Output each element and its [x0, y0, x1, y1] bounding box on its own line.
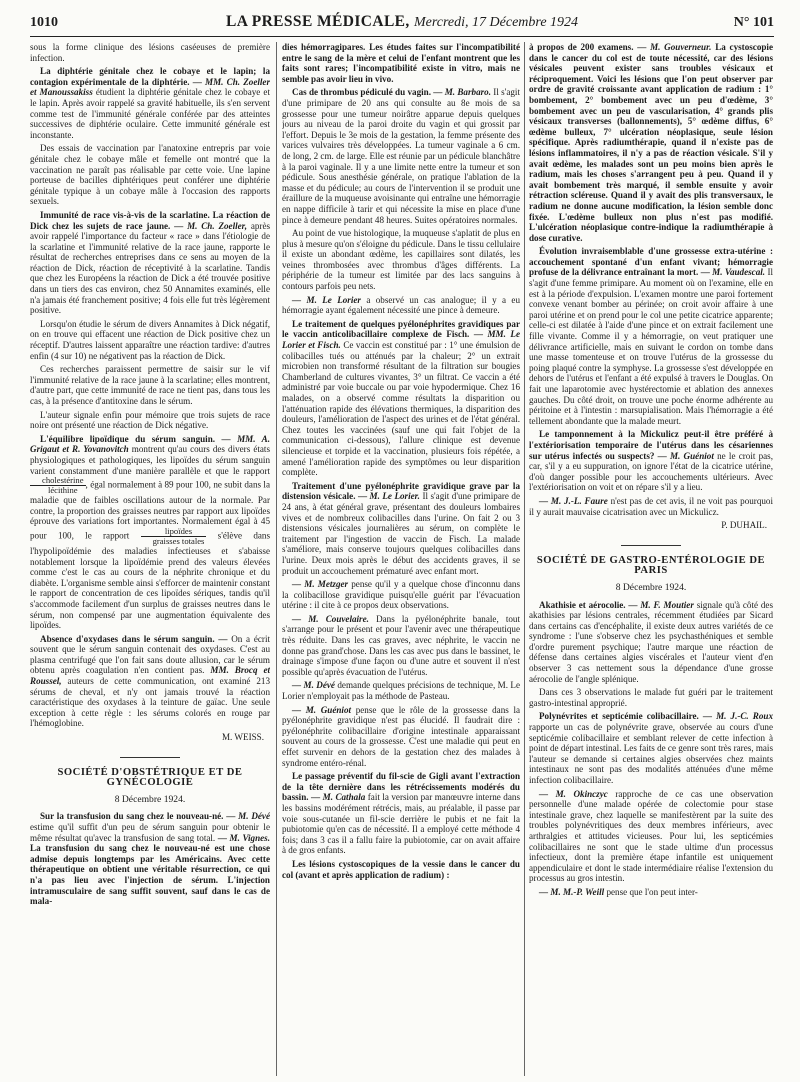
article-text: Il s'agit d'une primipare de 20 ans qui consulte au 8e mois de sa grossesse pour une tumeur noirâtre apparue depuis quelques jours au niveau de la paroi droite du vagin et qui grossit par l'effort. Depuis le 3e mois de la gestation, la femme présente des varices vulvaires très développées. La tumeur vaginale a 6 cm. de long, 2 cm. de large. Elle est réunie par un pédicule blanchâtre à la paroi vaginale. Il y a une limite nette entre la tumeur et son pédicule. Sous anesthésie générale, on pratique l'ablation de la masse et du pédicule; au cours de l'intervention il se produit une éraillure de la muqueuse avoisinante qui entraîne une hémorragie en nappe difficile à tarir et qui nécessite la mise en place d'une pince à demeure pendant 48 heures. Suites opératoires normales. [282, 87, 520, 225]
paragraph: Dans ces 3 observations le malade fut guéri par le traitement gastro-intestinal approprié. [529, 687, 773, 708]
section-rule [621, 545, 681, 546]
author-names: — M. M.-P. Weill [539, 886, 605, 897]
article [282, 771, 520, 856]
society-heading: SOCIÉTÉ D'OBSTÉTRIQUE ET DE GYNÉCOLOGIE [57, 766, 243, 789]
author-names: M. Gouverneur. [650, 42, 712, 52]
session-date: 8 Décembre 1924. [615, 581, 687, 593]
article-text: signale qu'à côté des akathisies par lésions centrales, récemment étudiées par Sicard dans certains cas d'encéphalite, il existe deux autres variétés de ce syndrome : l'une s'observe chez les psychasthéniques et semble d'ordre purement psychique; l'autre marque une réaction de défense dans certaines algies viscérales et l'auteur vient d'en observer 3 cas nettement sous la dépendance d'une grosse aérocolie de l'angle splénique. [529, 599, 773, 684]
column-left [30, 42, 270, 1076]
article [30, 210, 270, 316]
article-heading: Traitement d'une pyélonéphrite gravidique grave par la distension vésicale. — [282, 480, 520, 502]
fraction-numerator: cholestérine [30, 476, 86, 486]
discussion [282, 295, 520, 316]
author-names: M. F. Moutier [640, 599, 694, 610]
article-text: On a écrit souvent que le sérum sanguin contenait des oxydases. C'est au plasma centrifugé que l'on fait sans doute allusion, car le sérum obtenu après coagulation n'en contient pas. [30, 633, 270, 676]
author-names: — M. Couvelaire. [292, 613, 369, 624]
article-heading: Sur la transfusion du sang chez le nouveau-né. — [40, 811, 236, 822]
article [282, 87, 520, 225]
article-heading: à propos de 200 examens. — [529, 42, 647, 52]
article-text: rapproche de ce cas une observation personnelle d'une malade opérée de colectomie pour stase intestinale grave, chez laquelle se manifestèrent par la suite des troubles polynévritiques des deux membres inférieurs, avec arthralgies et attitudes vicieuses. Pour lui, les septicémies colibacillaires ne sont que le stade ultime d'un processus infectieux, dont la première étape infantile est uniquement appendiculaire et dont le stade intermédiaire réalise l'extension du processus au gros intestin. [529, 788, 773, 884]
ratio-fraction [141, 527, 207, 546]
author-names: M. J.-C. Roux [716, 711, 773, 722]
paragraph: L'auteur signale enfin pour mémoire que trois sujets de race noire ont présenté une réaction de Dick négative. [30, 409, 270, 431]
ratio-fraction [30, 476, 86, 495]
author-names: MM. Brocq et Roussel, [30, 665, 270, 687]
article [282, 481, 520, 576]
article [529, 429, 773, 493]
article-text: s'élève dans l'hypolipoïdémie des maladies infectieuses et s'abaisse notablement lorsque la lipoïdémie prend des valeurs élevées comme c'est le cas au cours de la néphrite chronique et du diabète. L'organisme semble ainsi s'efforcer de maintenir constant le rapport de concentration de ces lipoïdes sériques, tandis qu'il s'accommode facilement d'un surplus de graisses neutres dans le sérum, non compensé par une augmentation équivalente des lipoïdes. [30, 530, 270, 631]
article-heading: Évolution invraisemblable d'une grossesse extra-utérine : accouchement spontané d'un enfant vivant; hémorragie profuse de la délivrance entraînant la mort. — [529, 246, 773, 278]
author-names: — M. Metzger [292, 579, 349, 590]
author-names: MM. Le Lorier et Fisch. [282, 329, 520, 351]
article [529, 600, 773, 685]
article-text: pense que le rôle de la grossesse dans la pyélonéphrite gravidique n'est pas élucidé. Il faudrait dire : pyélonéphrite colibacillaire d'origine intestinale apparaissant souvent au cours de la grossesse. C'est une maladie qui peut en effet survenir en dehors de la gestation chez des malades à syndrome entéro-rénal. [282, 704, 520, 768]
article-text: auteurs de cette communication, ont examiné 213 sérums de cheval, et n'y ont jamais trouvé la réaction caractéristique des oxydases à la teinture de gaïac. Une seule exception à cette règle : les sérums colorés en rouge par l'hémoglobine. [30, 676, 270, 729]
fraction-numerator: lipoïdes [141, 527, 207, 537]
author-names: M. Cathala [322, 792, 366, 803]
paragraph: sous la forme clinique des lésions caséeuses de première infection. [30, 42, 270, 63]
author-names: — M. Le Lorier [292, 294, 361, 305]
article-heading: Le traitement de quelques pyélonéphrites gravidiques par le vaccin anticolibacillaire complexe de Fisch. — [282, 318, 520, 340]
fraction-denominator: graisses totales [152, 535, 205, 546]
discussion [529, 496, 773, 517]
article-text: rapporte un cas de polynévrite grave, observée au cours d'une septicémie colibacillaire et semblant relever de cette infection à point de départ intestinal. Les faits de ce genre sont très rares, mais l'auteur se demande si certaines algies observées chez maints intestinaux ne sont pas des modalités atténuées d'une même infection colibacillaire. [529, 722, 773, 785]
author-names: — M. Guéniot [292, 704, 352, 715]
page-number: 1010 [30, 15, 58, 30]
article [282, 319, 520, 478]
article [30, 634, 270, 729]
journal-title-line [30, 13, 774, 31]
article [30, 66, 270, 140]
discussion [529, 887, 773, 898]
signature: M. WEISS. [221, 732, 264, 743]
article-heading: La diphtérie génitale chez le cobaye et le lapin; la contagion expérimentale de la diphtérie. — [30, 66, 270, 87]
issue-date: Mercredi, 17 Décembre 1924 [413, 15, 579, 30]
signature: P. DUHAIL. [721, 520, 767, 531]
paragraph: dies hémorragipares. Les études faites sur l'incompatibilité entre le sang de la mère et celui de l'enfant montrent que les faits sont rares; l'incompatibilité existe in vitro, mais ne semble pas avoir lieu in vivo. [282, 42, 520, 84]
author-names: M. Ch. Zoeller, [187, 220, 247, 231]
column-right [529, 42, 773, 1076]
article-text: , égal normalement à 89 pour 100, ne subit dans la maladie que de faibles oscillations autour de la normale. Par contre, la proportion des graisses neutres par rapport aux lipoïdes éprouve des variations fort importantes. Normalement égal à 45 pour 100, le rapport [30, 479, 270, 541]
article-text: après avoir rappelé l'importance du facteur « race » dans l'étiologie de la scarlatine et l'immunité relative de la race jaune, rapporte le résultat de recherches entreprises dans ce sens au moyen de la réaction de Dick, réaction de réceptivité à la scarlatine. Tandis que chez les Européens la réaction de Dick a été trouvée positive dans un tiers des cas environ, chez 50 Annamites examinés, elle n'a jamais été franchement positive; 4 fois elle fut très légèrement positive. [30, 220, 270, 316]
article-text: Il s'agit d'une femme primipare. Au moment où on l'examine, elle en est à la période d'expulsion. L'examen montre une paroi fortement convexe venant bomber au périnée; on croit avoir affaire à une paroi utérine et on prend pour le col une petite cicatrice apparente; celle-ci est dilatée à l'aide d'une pince et on extrait facilement une fille vivante. Comme il y a hémorragie, on veut pratiquer une délivrance artificielle, mais en suivant le cordon on tombe dans une masse tomenteuse et on trouve l'utérus de la grossesse du poing plaqué contre la symphyse. La grossesse s'est développée en dehors de l'utérus et l'enfant a été expulsé à travers le Douglas. On fait une laparotomie avec hystérectomie et ablation des annexes gauches. Du côté droit, on trouve une poche énorme adhérente au péritoine et à l'intestin : marsupialisation. Mais l'hémorragie a été tellement abondante que la malade meurt. [529, 267, 773, 426]
discussion [282, 579, 520, 611]
article-heading: Immunité de race vis-à-vis de la scarlatine. La réaction de Dick chez les sujets de race jaune. — [30, 209, 270, 231]
author-names: — M. Vignes. [217, 832, 270, 843]
author-names: M. Le Lorier. [369, 491, 420, 502]
article-heading: Le passage préventif du fil-scie de Gigli avant l'extraction de la tête dernière dans les rétrécissements modérés du bassin. — [282, 771, 520, 803]
article-text: a observé un cas analogue; il y a eu hémorragie ayant également nécessité une pince à demeure. [282, 294, 520, 316]
article-text: La cystoscopie dans le cancer du col est de toute nécessité, car des lésions vésicales peuvent exister sans troubles vésicaux et réciproquement. Voici les lésions que l'on peut observer par ordre de gravité croissante avant application de radium : 1° bombement, 2° bombement avec un peu d'œdème, 3° bombement avec un peu de vascularisation, 4° grands plis vésicaux transverses (ballonnements), 5° œdème diffus, 6° œdème bulleux, 7° ulcération néoplasique, seule lésion spécifique. Après radiumthérapie, quand il n'existe pas de lésions inflammatoires, il n'y a pas de réaction vésicale. S'il y avait œdème, les malades sont un peu moins bien après le radium, mais les choses s'arrangent peu à peu. Quand il y avait bombement très marqué, il semble ensuite y avoir rétraction scléreuse. Quand il y avait des plis transversaux, le radium ne donne aucune modification, la lésion semble donc fixée. L'œdème bulleux non plus n'est pas modifié. L'ulcération néoplasique contre-indique la radiumthérapie à dose curative. [529, 42, 773, 243]
article-heading: Polynévrites et septicémie colibacillaire. — [539, 711, 712, 722]
author-names: MM. A. Grigaut et R. Yovanovitch [30, 433, 270, 455]
article [529, 42, 773, 243]
paragraph: Au point de vue histologique, la muqueuse s'aplatit de plus en plus à mesure qu'on s'éloigne du pédicule. Dans le tissu cellulaire il existe un abondant œdème, les capillaires sont dilatés, les veines thrombosées avec thrombus d'âges différents. La périphérie de la tumeur est limitée par des lacs sanguins à contours parfois peu nets. [282, 228, 520, 292]
session-date: 8 Décembre 1924. [114, 793, 186, 805]
column-divider [276, 42, 277, 1076]
article-text: Dans la pyélonéphrite banale, tout s'arrange pour le présent et pour l'avenir avec une thérapeutique très réduite. Dans les cas graves, avec néphrite, le vaccin ne donne pas grand'chose. Dans les cas avec pus dans le bassinet, le drainage s'impose d'une façon ou d'une autre et souvent il n'est possible qu'après évacuation de l'utérus. [282, 613, 520, 677]
column-middle [282, 42, 520, 1076]
article-heading: Le tamponnement à la Mickulicz peut-il être préféré à l'extériorisation temporaire de l'utérus dans les césariennes sur utérus infectés ou suspects? — [529, 429, 773, 461]
author-names: — M. Okinczyc [539, 788, 608, 799]
article-text: pense qu'il y a quelque chose d'inconnu dans la colibacillose gravidique puisqu'elle guérit par l'évacuation utérine : il cite à ce propos deux observations. [282, 579, 520, 611]
article-text: estime qu'il suffit d'un peu de sérum sanguin pour obtenir le même résultat qu'avec la transfusion de sang total. [30, 822, 270, 843]
discussion [282, 705, 520, 769]
author-names: — M. Dévé [292, 680, 335, 691]
discussion [282, 614, 520, 678]
article [529, 246, 773, 426]
fraction-denominator: lécithine [47, 485, 78, 496]
paragraph: Des essais de vaccination par l'anatoxine entrepris par voie génitale chez le cobaye mâle et femelle ont montré que la vaccination ne paraît pas réalisable par cette voie. Une lapine porteuse de bacilles diphtériques peut conférer une diphtérie génitale typique à un cobaye mâle à l'occasion des rapports sexuels. [30, 143, 270, 207]
section-rule [120, 757, 180, 758]
author-names: M. Barbaro. [444, 87, 491, 98]
discussion [282, 680, 520, 701]
article-text: étudient la diphtérie génitale chez le cobaye et le lapin. Après avoir rappelé sa gravité habituelle, ils s'en servent comme test de l'immunité générale conférée par des atteintes successives de diphtérie oculaire. Cette immunité générale est inconstante. [30, 87, 270, 140]
journal-title: LA PRESSE MÉDICALE, [225, 13, 410, 30]
article-text: fait la version par manœuvre interne dans les bassins modérément rétrécis, mais, au préalable, il passe par voie sous-cutanée un fil-scie derrière le pubis et ne fait la pubiotomie qu'en cas de nécessité. Il a employé cette méthode 4 fois; dans 3 cas il a fallu faire la pubiotomie, car on avait affaire à de gros enfants. [282, 792, 520, 856]
article-heading: Akathisie et aérocolie. — [539, 599, 638, 610]
header-rule [30, 36, 774, 37]
author-names: M. Vaudescal. [712, 267, 766, 278]
author-names: M. Dévé [238, 811, 270, 822]
column-divider [524, 42, 525, 1076]
article [30, 434, 270, 631]
article [30, 811, 270, 906]
author-names: — M. J.-L. Faure [539, 495, 608, 506]
page-header [30, 11, 774, 33]
article-text: n'est pas de cet avis, il ne voit pas pourquoi il y aurait mauvaise cicatrisation avec un Mickulicz. [529, 495, 773, 517]
article-text: Il s'agit d'une primipare de 24 ans, à état général grave, présentant des douleurs lombaires vives et de nombreux colibacilles dans l'urine. On fait 2 ou 3 distensions vésicales journalières au sérum, on complète le traitement par l'ingestion de vaccin de Fisch. La malade s'améliore, mais conserve toujours quelques colibacilles dans l'urine. Deux mois après le début des accidents graves, il se produit un accouchement prématuré avec enfant mort. [282, 491, 520, 576]
author-names: M. Guéniot [669, 450, 714, 461]
article-heading: Cas de thrombus pédiculé du vagin. — [292, 87, 443, 98]
article-text: montrent qu'au cours des divers états physiologiques et pathologiques, les lipoïdes du sérum sanguin varient constamment d'une manière parallèle et que le rapport [30, 444, 270, 476]
author-names: MM. Ch. Zoeller et Manoussakiss [30, 76, 270, 98]
article-text: La transfusion du sang chez le nouveau-né est une chose admise depuis longtemps par les Américains. Avec cette thérapeutique on obtient une véritable résurrection, ce qui n'a pas lieu avec l'injection de sérum. L'injection intramusculaire de sang suffit souvent, sauf dans le cas de mala- [30, 843, 270, 907]
article-text: demande quelques précisions de technique, M. Le Lorier n'employait pas la méthode de Pasteau. [282, 680, 520, 702]
article-heading: Les lésions cystoscopiques de la vessie dans le cancer du col (avant et après application de radium) : [282, 858, 520, 880]
article-text: pense que l'on peut inter- [606, 886, 698, 897]
issue-number: N° 101 [733, 15, 774, 30]
article-text: Ce vaccin est constitué par : 1° une émulsion de colibacilles tués ou atténués par la chaleur; 2° un extrait microbien non transformé résultant de la filtration sur bougies Chamberland de cultures vivantes, 3° un filtrat. Ce vaccin a été administré par voie buccale ou par voie hypodermique. Chez 16 malades, on a observé comme résultats la disparition ou l'atténuation rapide des élévations thermiques, la disparition des douleurs, l'amélioration de l'aspect des urines et de l'état général. Chez toutes les vaccinées (sauf une qui fait l'objet de la communication ci-dessous), l'allure clinique est devenue silencieuse et torpide et la vaccination, plusieurs fois répétée, a amené l'amélioration rapide des symptômes ou leur disparition complète. [282, 340, 520, 478]
article-heading: L'équilibre lipoïdique du sérum sanguin. — [40, 433, 231, 444]
society-heading: SOCIÉTÉ DE GASTRO-ENTÉROLOGIE DE PARIS [536, 554, 766, 577]
discussion [529, 789, 773, 884]
paragraph: Ces recherches paraissent permettre de saisir sur le vif l'immunité relative de la race jaune à la scarlatine; elles montrent, d'autre part, que cette immunité de race ne tient pas, dans tous les cas, à la présence d'antitoxine dans le sérum. [30, 364, 270, 406]
article-text: ne le croit pas, car, s'il y a eu suppuration, on ignore l'état de la cicatrice utérine, d'où danger possible pour les accouchements ultérieurs. Avec l'extériorisation on voit et on répare s'il y a lieu. [529, 450, 773, 493]
article [529, 711, 773, 785]
paragraph: Lorsqu'on étudie le sérum de divers Annamites à Dick négatif, on en trouve qui effacent une réaction de Dick positive chez un réceptif. D'autres laissent apparaître une réaction tardive: d'autres enfin (4 sur 10) ne négativent pas la réaction de Dick. [30, 318, 270, 361]
article-heading: Absence d'oxydases dans le sérum sanguin. — [40, 633, 228, 644]
